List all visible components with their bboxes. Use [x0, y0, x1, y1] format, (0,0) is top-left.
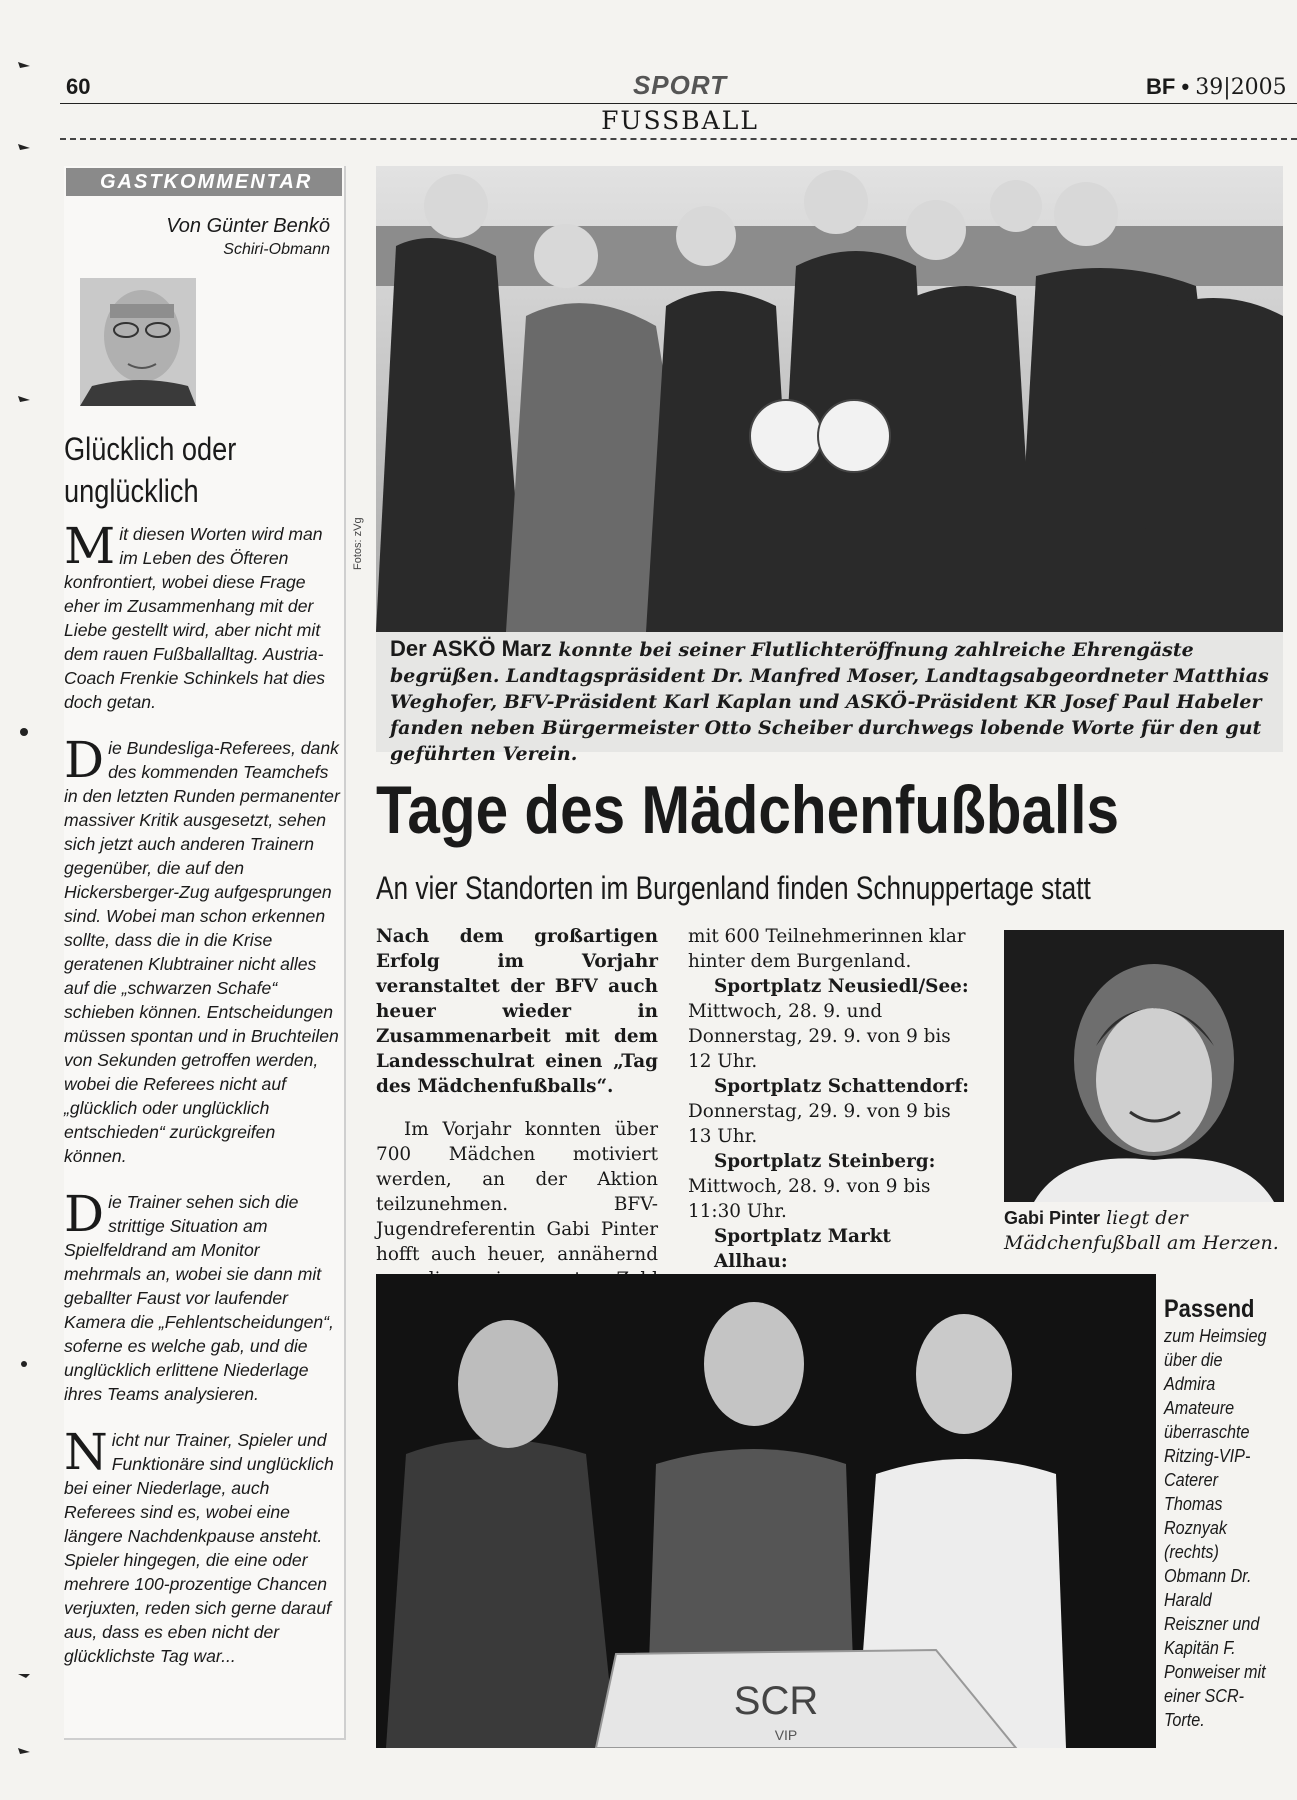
portrait-caption-name: Gabi Pinter — [1004, 1208, 1101, 1228]
article-intro: Nach dem großartigen Erfolg im Vorjahr veranstaltet der BFV auch heuer wieder in Zusammenarbeit mit dem Landesschulrat einen „Tag des Mädchenfußballs“. — [376, 926, 658, 1097]
commentary-paragraph — [64, 731, 340, 1168]
venue-details: Mittwoch, 28. 9. und Donnerstag, 29. 9. von 9 bis 12 Uhr. — [688, 1001, 951, 1072]
group-photo-floodlight — [376, 166, 1283, 632]
paragraph-text: ie Bundesliga-Referees, dank des kommenden Teamchefs in den letzten Runden permanenter massiver Kritik ausgesetzt, sehen sich jetzt auch anderen Trainern gegenüber, die auf den Hickersberger-Zug aufgesprungen sind. Wobei man schon erkennen sollte, dass die in die Krise geratenen Klubtrainer nicht alles auf die „schwarzen Schafe“ schieben können. Entscheidungen müssen spontan und in Bruchteilen von Sekunden getroffen werden, wobei die Referees nicht auf „glücklich oder unglücklich entschieden“ zurückgreifen können. — [64, 738, 340, 1166]
binder-mark-icon — [16, 1666, 32, 1682]
article-subhead: An vier Standorten im Burgenland finden Schnuppertage statt — [376, 870, 1091, 906]
commentary-body — [64, 517, 340, 1690]
paragraph-text: ie Trainer sehen sich die strittige Situation am Spielfeldrand am Monitor mehrmals an, wobei sie dann mit geballter Faust vor laufender Kamera die „Fehlentscheidungen“, soferne es welche gab, und die unglücklich erlittene Niederlage ihres Teams analysieren. — [64, 1192, 334, 1404]
binder-mark-icon — [16, 390, 32, 406]
commentary-paragraph — [64, 1423, 340, 1668]
subsection-title: FUSSBALL — [601, 106, 759, 135]
article-headline: Tage des Mädchenfußballs — [376, 772, 1120, 848]
cake-text: SCR — [733, 1679, 819, 1723]
header-rule — [60, 103, 1297, 104]
author-role: Schiri-Obmann — [223, 241, 330, 258]
binder-mark-icon — [16, 138, 32, 154]
venue-name: Sportplatz Neusiedl/See: — [714, 976, 969, 997]
photo-credit: Fotos: zVg — [352, 517, 364, 570]
photo-caption-side — [1164, 1294, 1270, 1732]
portrait-photo — [1004, 930, 1284, 1202]
venue-details: Donnerstag, 29. 9. von 9 bis 13 Uhr. — [688, 1101, 951, 1147]
publication-info — [1146, 74, 1287, 100]
drop-cap: M — [64, 517, 116, 575]
caption-lead: Der ASKÖ Marz — [390, 636, 552, 661]
venue-name: Sportplatz Markt Allhau: — [714, 1226, 891, 1272]
commentary-paragraph — [64, 1185, 340, 1406]
drop-cap: D — [64, 731, 105, 789]
issue-number: 39|2005 — [1195, 75, 1287, 100]
article-body: Im Vorjahr konnten über 700 Mädchen motiviert werden, an der Aktion teilzunehmen. BFV-Jugendreferentin Gabi Pinter hofft auch heuer, annähernd — [376, 1119, 658, 1265]
drop-cap: D — [64, 1185, 105, 1243]
commentary-paragraph — [64, 517, 340, 714]
venue-name: Sportplatz Steinberg: — [714, 1151, 936, 1172]
section-title: SPORT — [632, 70, 728, 100]
paragraph-text: icht nur Trainer, Spieler und Funktionäre sind unglücklich bei einer Niederlage, auch Referees sind es, wobei eine längere Nachdenkpause ansteht. Spieler hingegen, die eine oder mehrere 100-prozentige Chancen verjuxten, reden sich gerne darauf aus, dass es eben nicht der glücklichste Tag war... — [64, 1430, 334, 1666]
binder-mark-icon — [16, 56, 32, 72]
commentary-tag: GASTKOMMENTAR — [66, 168, 342, 196]
publication-name: BF — [1146, 74, 1176, 99]
byline — [166, 214, 330, 262]
binder-mark-icon — [16, 724, 32, 740]
drop-cap: N — [64, 1423, 108, 1481]
page-number: 60 — [66, 74, 91, 99]
venue-name: Sportplatz Schattendorf: — [714, 1076, 970, 1097]
binder-mark-icon — [16, 1742, 32, 1758]
caption-text: zum Heimsieg über die Admira Amateure überraschte Ritzing-VIP-Caterer Thomas Roznyak (rechts) Obmann Dr. Harald Reiszner und Kapitän F. Ponweiser mit einer SCR-Torte. — [1164, 1325, 1267, 1730]
venue-item — [688, 1149, 970, 1224]
article-body: mit 600 Teilnehmerinnen klar hinter dem Burgenland. — [688, 926, 966, 972]
cake-subtext: VIP — [774, 1727, 798, 1743]
venue-item — [688, 1074, 970, 1149]
venue-item — [688, 974, 970, 1074]
caption-text: konnte bei seiner Flutlichteröffnung zahlreiche Ehrengäste begrüßen. Landtagspräsident Dr. Manfred Moser, Landtagsabgeordneter Matthias Weghofer, BFV-Präsident Karl Kaplan und ASKÖ-Präsident KR Josef Paul Habeler fanden neben Bürgermeister Otto Scheiber durchwegs lobende Worte für den gut geführten Verein. — [390, 639, 1269, 765]
binder-mark-icon — [16, 1356, 32, 1372]
photo-caption — [376, 632, 1283, 765]
article-column-2 — [688, 924, 970, 1324]
portrait-caption-text: liegt der Mädchenfußball am Herzen. — [1004, 1207, 1279, 1254]
group-photo-cake — [376, 1274, 1156, 1748]
commentary-title: Glücklich oder unglücklich — [64, 431, 237, 509]
caption-lead: Passend — [1164, 1295, 1255, 1323]
author-name: Von Günter Benkö — [166, 215, 330, 237]
venue-details: Mittwoch, 28. 9. von 9 bis 11:30 Uhr. — [688, 1176, 931, 1222]
dashed-divider — [60, 138, 1297, 140]
paragraph-text: it diesen Worten wird man im Leben des Öfteren konfrontiert, wobei diese Frage eher im Zusammenhang mit der Liebe gestellt wird, aber nicht mit dem rauen Fußballalltag. Austria-Coach Frenkie Schinkels hat dies doch getan. — [64, 524, 326, 712]
portrait-caption — [1004, 1206, 1284, 1256]
guest-commentary — [64, 166, 346, 1740]
separator-dot: • — [1181, 74, 1190, 99]
author-portrait — [80, 278, 196, 406]
